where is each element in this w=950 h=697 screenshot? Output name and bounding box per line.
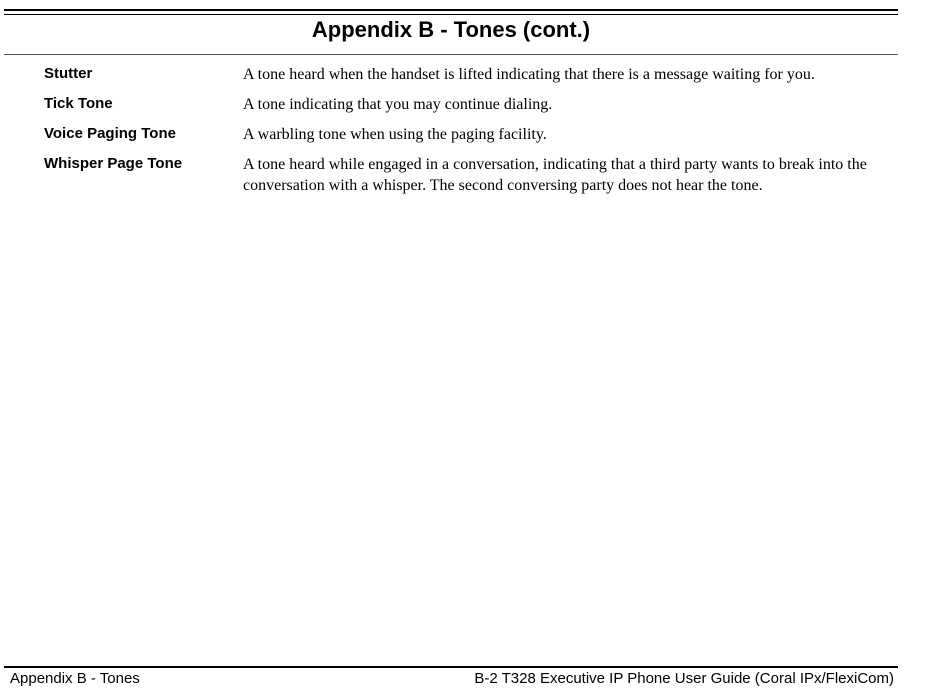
title-divider bbox=[4, 54, 898, 55]
glossary-definition: A tone heard while engaged in a conversation, indicating that a third party wants to break into the conversation with a whisper. The second conversing party does not hear the tone. bbox=[243, 156, 867, 194]
glossary-term: Tick Tone bbox=[44, 95, 113, 112]
page-title: Appendix B - Tones (cont.) bbox=[311, 17, 591, 42]
footer-section-label: Appendix B - Tones bbox=[10, 670, 140, 687]
glossary-definition: A tone indicating that you may continue dialing. bbox=[243, 96, 553, 113]
glossary-entry-tick-tone bbox=[44, 93, 874, 115]
footer-page-info: B-2 T328 Executive IP Phone User Guide (Coral IPx/FlexiCom) bbox=[474, 670, 894, 687]
glossary-term: Stutter bbox=[44, 65, 93, 82]
footer-rule bbox=[4, 666, 898, 668]
glossary-entry-voice-paging-tone bbox=[44, 123, 874, 145]
glossary-term: Whisper Page Tone bbox=[44, 155, 183, 172]
glossary-entry-whisper-page-tone bbox=[44, 153, 874, 196]
glossary-term: Voice Paging Tone bbox=[44, 125, 176, 142]
header-rule-thick bbox=[4, 9, 898, 11]
glossary-list bbox=[44, 63, 874, 204]
glossary-definition: A tone heard when the handset is lifted indicating that there is a message waiting for you. bbox=[243, 66, 815, 83]
glossary-entry-stutter bbox=[44, 63, 874, 85]
glossary-definition: A warbling tone when using the paging facility. bbox=[243, 126, 547, 143]
